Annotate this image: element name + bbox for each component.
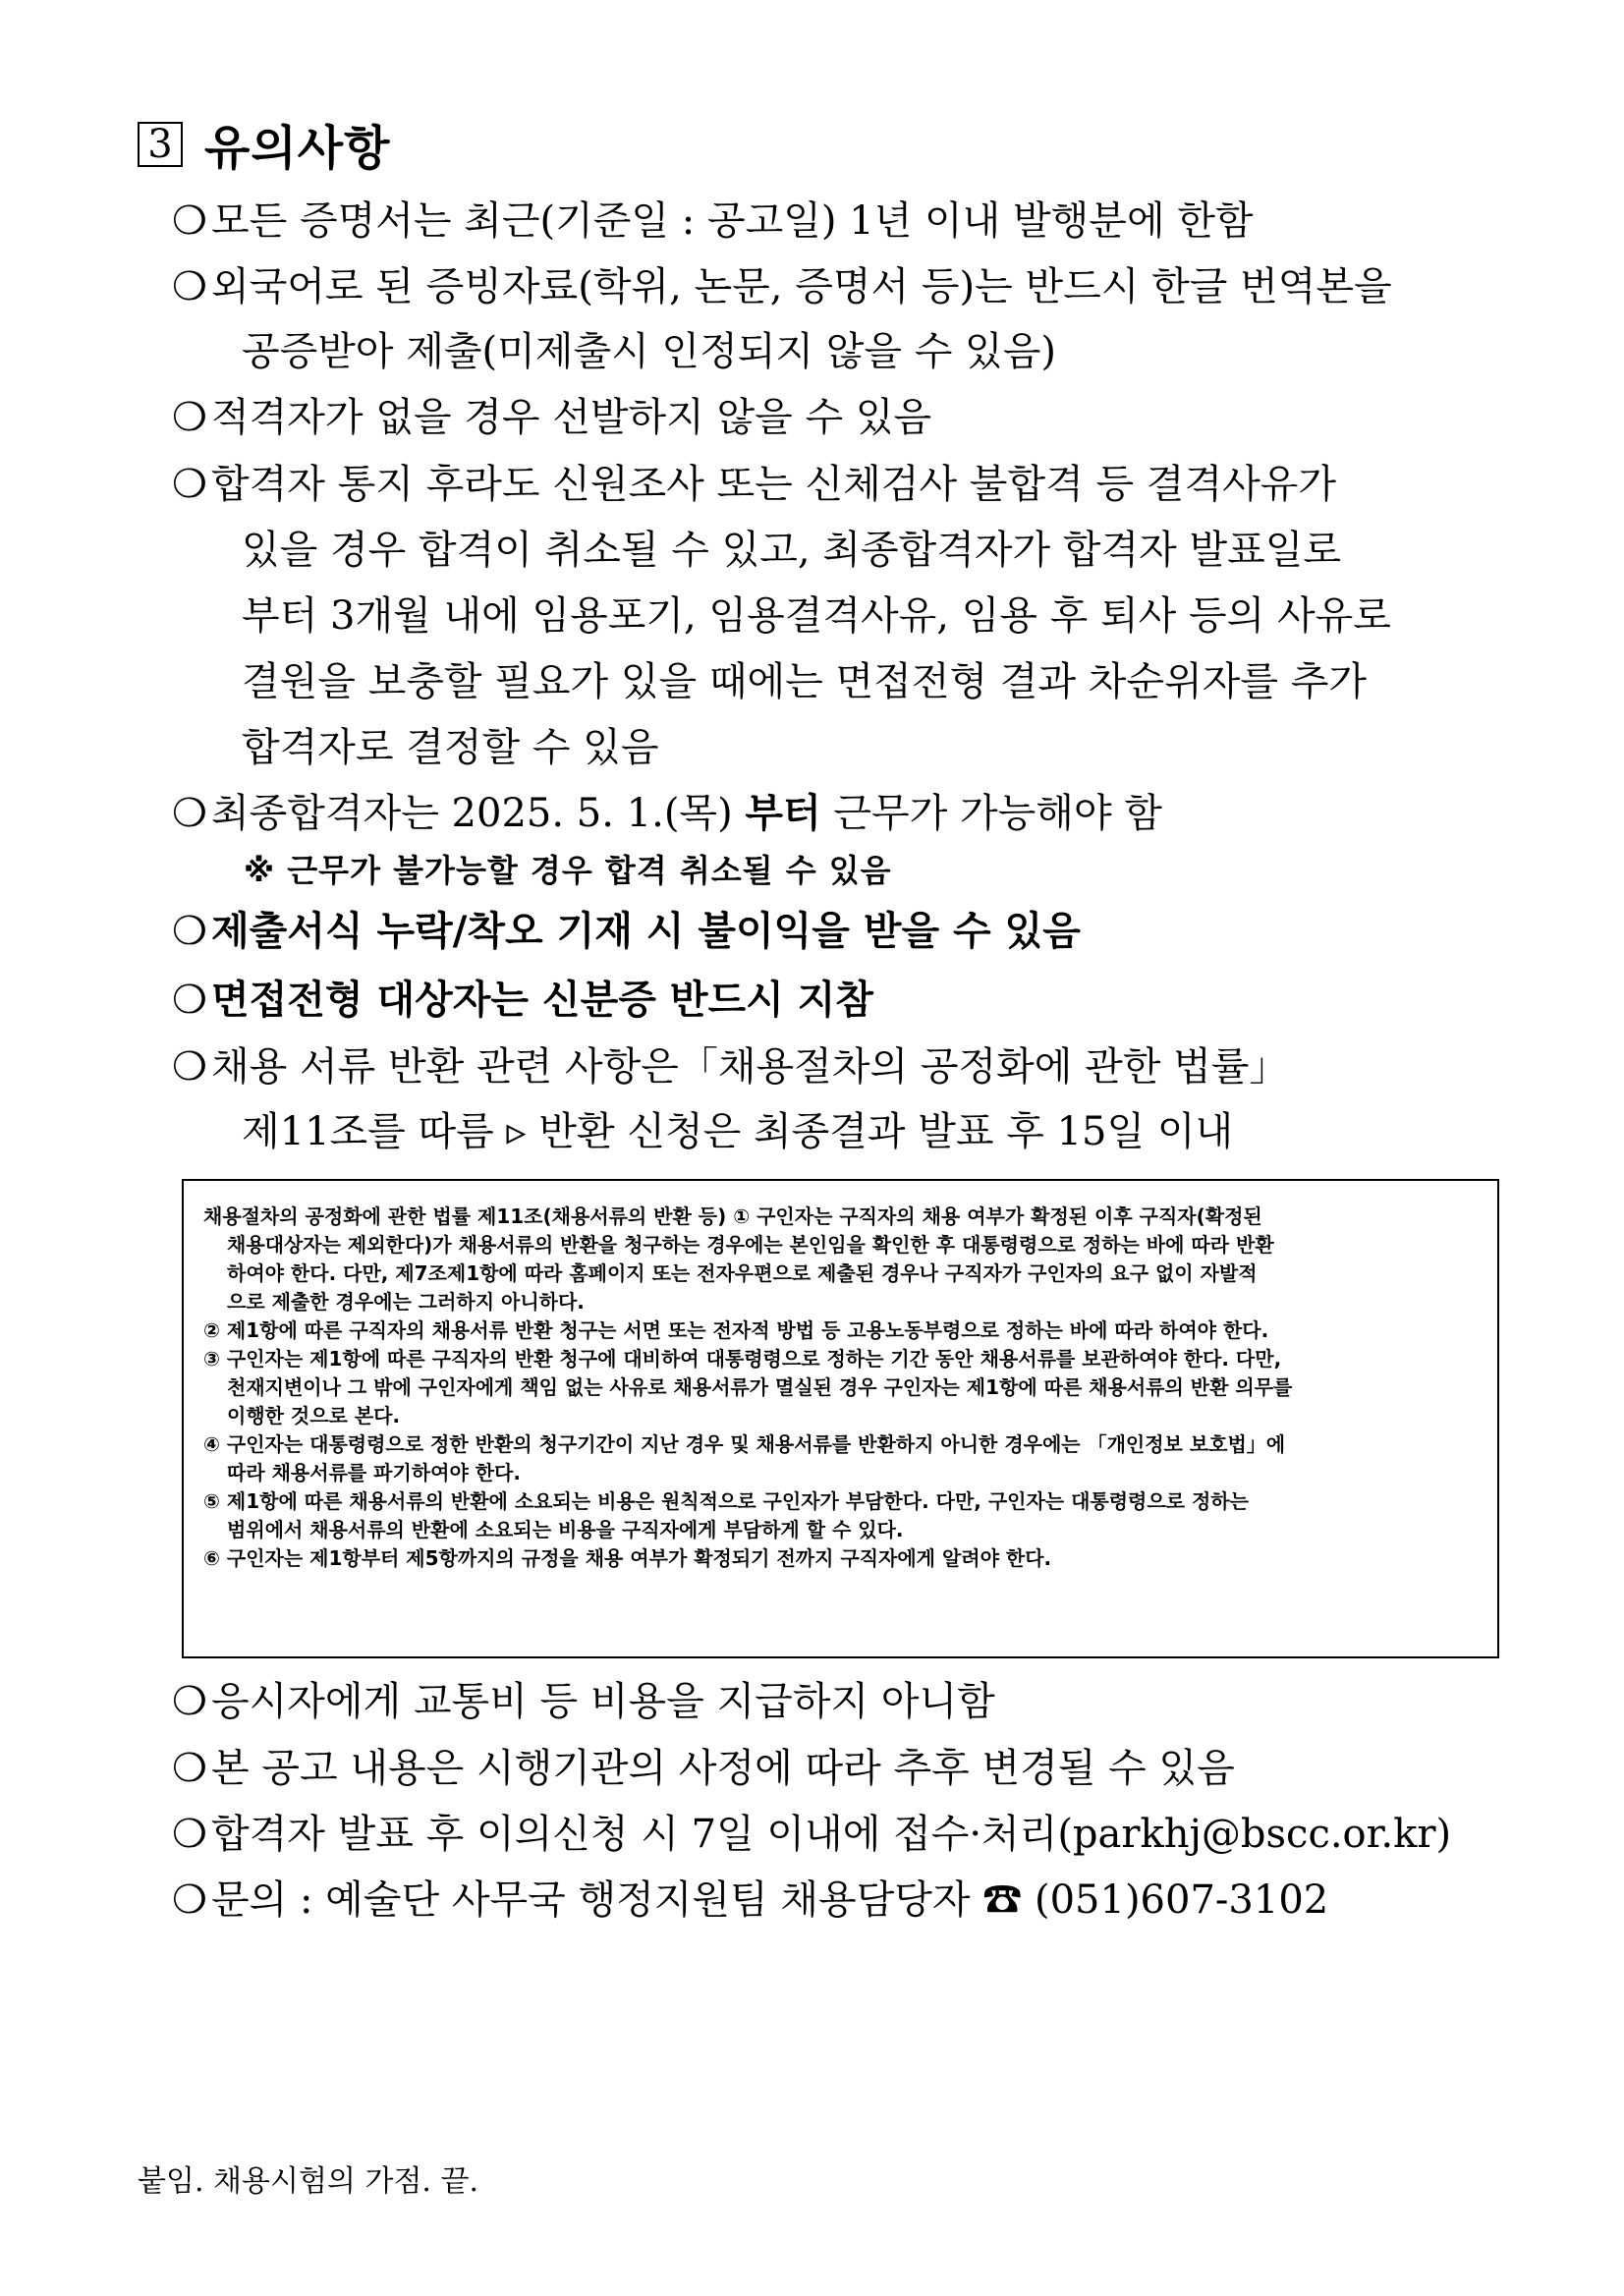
law-paragraph-3-cont: 천재지변이나 그 밖에 구인자에게 책임 없는 사유로 채용서류가 멸실된 경우 구인자는 제1항에 따른 채용서류의 반환 의무를: [227, 1375, 1293, 1399]
law-paragraph-6: ⑥ 구인자는 제1항부터 제5항까지의 규정을 채용 여부가 확정되기 전까지 구직자에게 알려야 한다.: [203, 1546, 1052, 1570]
notice-item-10: [172, 1746, 1235, 1791]
notice-item-5: [172, 790, 1162, 836]
notice-item-9: [172, 1679, 995, 1724]
law-paragraph-1-cont: 으로 제출한 경우에는 그러하지 아니하다.: [227, 1290, 585, 1314]
notice-text: 제출서식 누락/착오 기재 시 불이익을 받을 수 있음: [211, 909, 1081, 954]
notice-item-8: [172, 1044, 1289, 1090]
law-paragraph-3: ③ 구인자는 제1항에 따른 구직자의 반환 청구에 대비하여 대통령령으로 정하는 기간 동안 채용서류를 보관하여야 한다. 다만,: [203, 1347, 1282, 1371]
section-heading: [138, 110, 390, 178]
notice-item-8-cont: 제11조를 따름 ▹ 반환 신청은 최종결과 발표 후 15일 이내: [242, 1109, 1234, 1154]
bullet-circle-icon: ❍: [172, 462, 207, 507]
law-paragraph-2: ② 제1항에 따른 구직자의 채용서류 반환 청구는 서면 또는 전자적 방법 등 고용노동부령으로 정하는 바에 따라 하여야 한다.: [203, 1318, 1269, 1342]
notice-item-2-cont: 공증받아 제출(미제출시 인정되지 않을 수 있음): [242, 329, 1056, 374]
bullet-circle-icon: ❍: [172, 1044, 207, 1090]
notice-text: 면접전형 대상자는 신분증 반드시 지참: [211, 978, 873, 1023]
notice-item-4-cont: 부터 3개월 내에 임용포기, 임용결격사유, 임용 후 퇴사 등의 사유로: [242, 593, 1391, 639]
bullet-circle-icon: ❍: [172, 791, 207, 836]
law-paragraph-3-cont: 이행한 것으로 본다.: [227, 1404, 401, 1428]
bullet-circle-icon: ❍: [172, 1679, 207, 1724]
notice-item-6: [172, 909, 1081, 954]
bullet-circle-icon: ❍: [172, 1877, 207, 1923]
notice-item-12: [172, 1877, 1329, 1923]
notice-item-4-cont: 있을 경우 합격이 취소될 수 있고, 최종합격자가 합격자 발표일로: [242, 528, 1342, 573]
notice-item-4-cont: 결원을 보충할 필요가 있을 때에는 면접전형 결과 차순위자를 추가: [242, 659, 1367, 704]
bullet-circle-icon: ❍: [172, 1812, 207, 1857]
bullet-circle-icon: ❍: [172, 264, 207, 309]
law-paragraph-5-cont: 범위에서 채용서류의 반환에 소요되는 비용을 구직자에게 부담하게 할 수 있다.: [227, 1518, 904, 1541]
law-paragraph-5: ⑤ 제1항에 따른 채용서류의 반환에 소요되는 비용은 원칙적으로 구인자가 부담한다. 다만, 구인자는 대통령령으로 정하는: [203, 1489, 1249, 1513]
notice-item-11: [172, 1812, 1452, 1857]
notice-item-1: [172, 198, 1254, 244]
notice-text: 합격자 통지 후라도 신원조사 또는 신체검사 불합격 등 결격사유가: [211, 462, 1336, 507]
law-paragraph-1: 채용절차의 공정화에 관한 법률 제11조(채용서류의 반환 등) ① 구인자는 구직자의 채용 여부가 확정된 이후 구직자(확정된: [203, 1204, 1262, 1228]
notice-item-4-cont: 합격자로 결정할 수 있음: [242, 725, 659, 770]
attachment-footer: 붙임. 채용시험의 가점. 끝.: [138, 2164, 479, 2199]
notice-text: 적격자가 없을 경우 선발하지 않을 수 있음: [211, 395, 932, 440]
warning-note: ※ 근무가 불가능할 경우 합격 취소될 수 있음: [244, 852, 892, 889]
bullet-circle-icon: ❍: [172, 395, 207, 440]
notice-text: 문의 : 예술단 사무국 행정지원팀 채용담당자 ☎ (051)607-3102: [211, 1877, 1329, 1923]
notice-text: 본 공고 내용은 시행기관의 사정에 따라 추후 변경될 수 있음: [211, 1746, 1235, 1791]
notice-item-7: [172, 978, 873, 1023]
law-excerpt-box: [182, 1179, 1499, 1658]
notice-emphasis: 부터: [745, 790, 821, 836]
notice-item-3: [172, 395, 932, 440]
notice-item-4: [172, 462, 1336, 507]
law-paragraph-1-cont: 하여야 한다. 다만, 제7조제1항에 따라 홈페이지 또는 전자우편으로 제출된 경우나 구직자가 구인자의 요구 없이 자발적: [227, 1261, 1258, 1285]
notice-text: 합격자 발표 후 이의신청 시 7일 이내에 접수·처리(parkhj@bscc.or.kr): [211, 1812, 1452, 1857]
law-paragraph-1-cont: 채용대상자는 제외한다)가 채용서류의 반환을 청구하는 경우에는 본인임을 확인한 후 대통령령으로 정하는 바에 따라 반환: [227, 1233, 1274, 1257]
law-paragraph-4: ④ 구인자는 대통령령으로 정한 반환의 청구기간이 지난 경우 및 채용서류를 반환하지 아니한 경우에는 「개인정보 보호법」에: [203, 1432, 1286, 1456]
notice-text: 응시자에게 교통비 등 비용을 지급하지 아니함: [211, 1679, 995, 1724]
notice-text: 외국어로 된 증빙자료(학위, 논문, 증명서 등)는 반드시 한글 번역본을: [211, 264, 1392, 309]
bullet-circle-icon: ❍: [172, 909, 207, 954]
bullet-circle-icon: ❍: [172, 978, 207, 1023]
notice-item-2: [172, 264, 1392, 309]
law-paragraph-4-cont: 따라 채용서류를 파기하여야 한다.: [227, 1461, 521, 1484]
section-number-box: 3: [138, 122, 183, 167]
notice-text: 모든 증명서는 최근(기준일 : 공고일) 1년 이내 발행분에 한함: [211, 198, 1254, 244]
notice-text: 채용 서류 반환 관련 사항은「채용절차의 공정화에 관한 법률」: [211, 1044, 1289, 1090]
bullet-circle-icon: ❍: [172, 1746, 207, 1791]
bullet-circle-icon: ❍: [172, 198, 207, 244]
section-title: 유의사항: [204, 121, 391, 176]
notice-text: 최종합격자는 2025. 5. 1.(목): [211, 791, 746, 836]
notice-text: 근무가 가능해야 함: [820, 791, 1162, 836]
